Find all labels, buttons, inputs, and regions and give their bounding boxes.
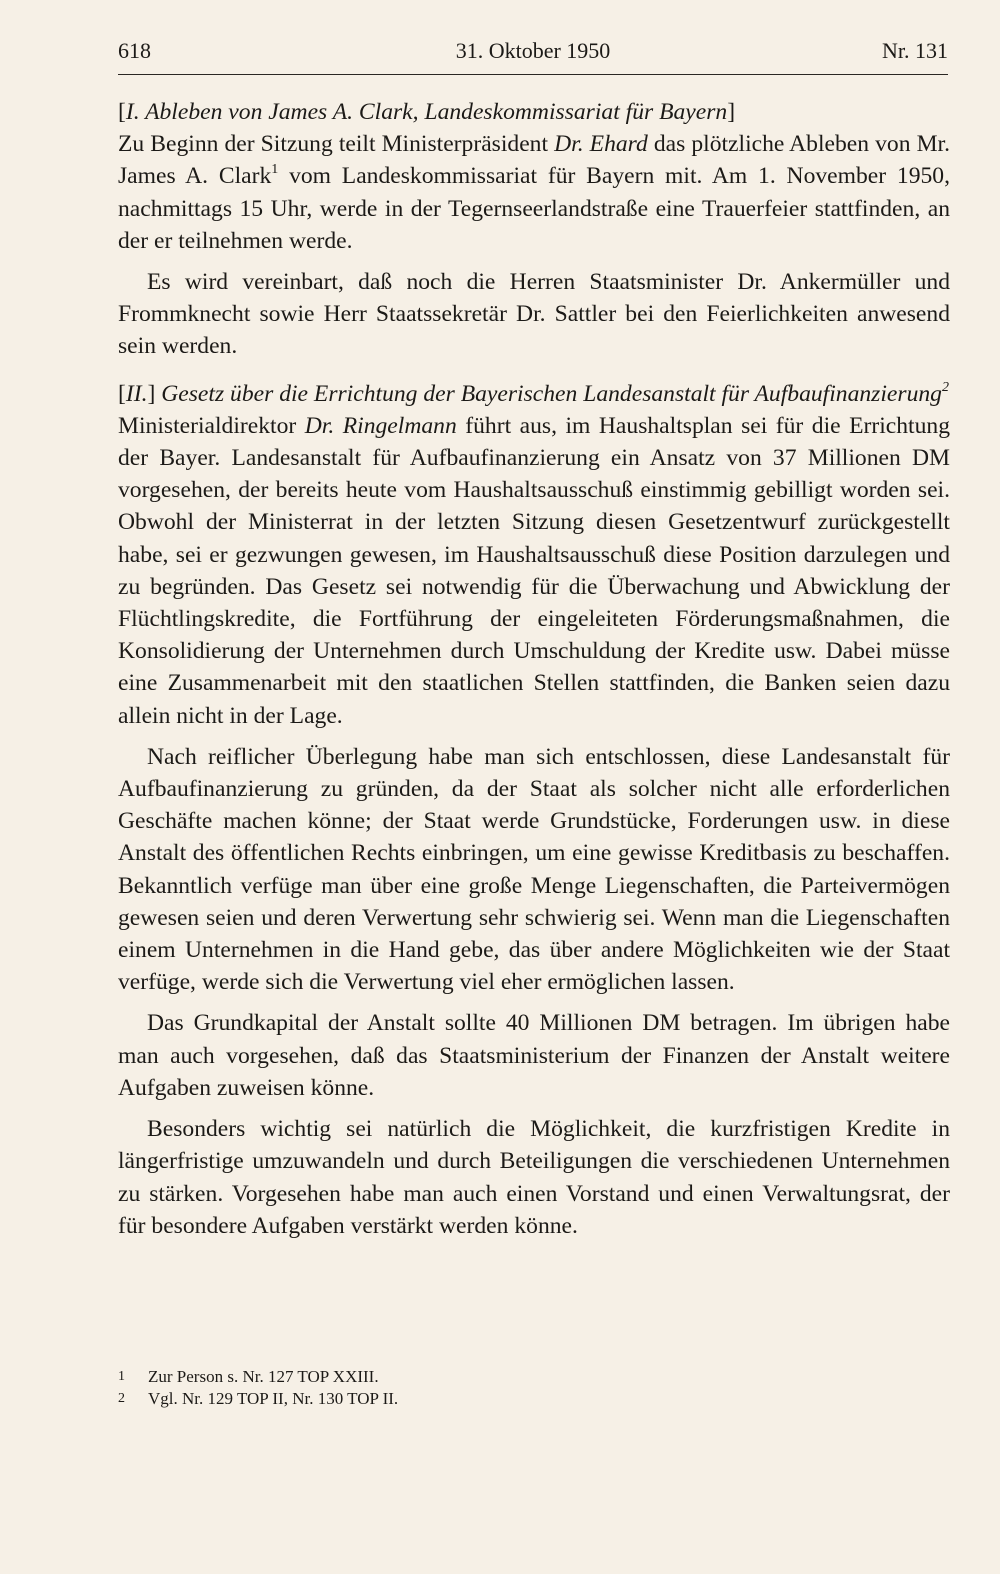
paragraph: [118, 410, 950, 732]
text-run: vom Landeskommissariat für Bayern mit. Am 1. November 1950, nachmittags 15 Uhr, werde in der Tegernseerlandstraße eine Trauerfeier stattfinden, an der er teilnehmen werde.: [118, 163, 950, 254]
footnote-text: Zur Person s. Nr. 127 TOP XXIII.: [148, 1367, 379, 1386]
speaker-name: Dr. Ringelmann: [304, 412, 457, 439]
footnote-number: 2: [118, 1391, 125, 1406]
section-roman-2: II.: [125, 380, 148, 407]
footnote-number: 1: [118, 1369, 125, 1384]
text-run: führt aus, im Haushaltsplan sei für die Errichtung der Bayer. Landesanstalt für Aufbaufinanzierung ein Ansatz von 37 Millionen DM vorgesehen, der bereits heute vom Haushaltsausschuß einstimmig gebilligt worden sei. Obwohl der Ministerrat in der letzten Sitzung diesen Gesetzentwurf zurückgestellt habe, sei er gezwungen gewesen, im Haushaltsausschuß diese Position darzulegen und zu begründen. Das Gesetz sei notwendig für die Überwachung und Abwicklung der Flüchtlingskredite, die Fortführung der eingeleiteten Förderungsmaßnahmen, die Konsolidierung der Unternehmen durch Umschuldung der Kredite usw. Dabei müsse eine Zusammenarbeit mit den staatlichen Stellen stattfinden, die Banken seien dazu allein nicht in der Lage.: [118, 412, 951, 729]
paragraph: [118, 128, 950, 257]
running-header: [118, 34, 948, 75]
text-run: das plötzliche Ableben von Mr. James A. Clark: [118, 131, 951, 190]
footnote-ref-1: 1: [271, 162, 279, 178]
text-run: Ministerialdirektor: [118, 412, 305, 439]
bracket-open: [: [118, 99, 126, 125]
paragraph: Besonders wichtig sei natürlich die Möglichkeit, die kurzfristigen Kredite in längerfristige umzuwandeln und durch Beteiligungen die verschiedenen Unternehmen zu stärken. Vorgesehen habe man auch einen Vorstand und einen Verwaltungsrat, der für besondere Aufgaben verstärkt werden könne.: [118, 1116, 950, 1239]
page-body: [118, 96, 950, 1251]
footnote-ref-2: 2: [941, 379, 949, 395]
paragraph: Nach reiflicher Überlegung habe man sich entschlossen, diese Landesanstalt für Aufbaufinanzierung zu gründen, da der Staat als solcher nicht alle erforderlichen Geschäfte machen könne; der Staat werde Grundstücke, Forderungen usw. in diese Anstalt des öffentlichen Rechts einbringen, um eine gewisse Kreditbasis zu beschaffen. Bekanntlich verfüge man über eine große Menge Liegenschaften, die Parteivermögen gewesen seien und deren Verwertung sehr schwierig sei. Wenn man die Liegenschaften einem Unternehmen in die Hand gebe, das über andere Möglichkeiten wie der Staat verfüge, werde sich die Verwertung viel eher ermöglichen lassen.: [118, 743, 950, 996]
paragraph: Das Grundkapital der Anstalt sollte 40 Millionen DM betragen. Im übrigen habe man auch vorgesehen, daß das Staatsministerium der Finanzen der Anstalt weitere Aufgaben zuweisen könne.: [118, 1010, 950, 1101]
page-number: 618: [118, 38, 151, 63]
footnote-text: Vgl. Nr. 129 TOP II, Nr. 130 TOP II.: [148, 1389, 399, 1408]
section-heading-1: [118, 96, 950, 128]
section-heading-2: [118, 378, 950, 410]
bracket-open: [: [118, 380, 126, 407]
session-date: 31. Oktober 1950: [455, 38, 611, 63]
paragraph: Es wird vereinbart, daß noch die Herren Staatsminister Dr. Ankermüller und Frommknecht sowie Herr Staatssekretär Dr. Sattler bei den Feierlichkeiten anwesend sein werden.: [118, 269, 950, 360]
speaker-name: Dr. Ehard: [554, 131, 648, 158]
footnotes: [118, 1366, 398, 1410]
footnote: [118, 1388, 398, 1410]
bracket-close: ]: [147, 380, 156, 407]
bracket-close: ]: [727, 99, 736, 125]
section-roman-1: I.: [125, 99, 140, 125]
text-run: Zu Beginn der Sitzung teilt Ministerpräsident: [118, 131, 555, 158]
section-title-2: Gesetz über die Errichtung der Bayerischen Landesanstalt für Aufbaufinanzierung: [155, 380, 942, 407]
footnote: [118, 1366, 398, 1388]
document-number: Nr. 131: [882, 38, 948, 63]
section-title-1: Ableben von James A. Clark, Landeskommissariat für Bayern: [139, 99, 728, 125]
